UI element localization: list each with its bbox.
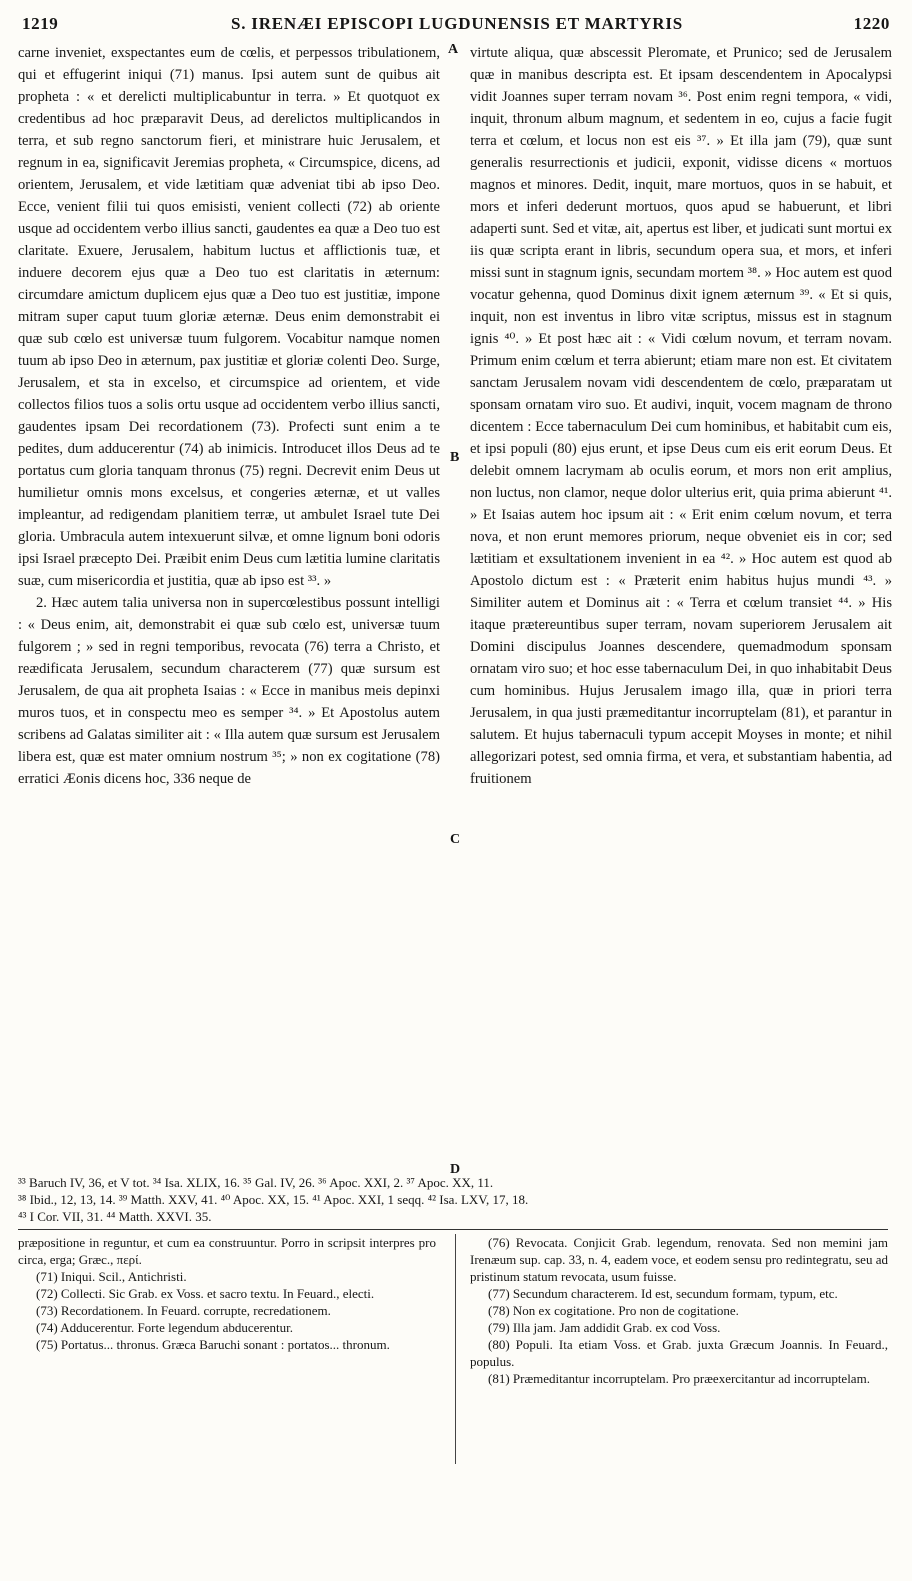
running-title: S. IRENÆI EPISCOPI LUGDUNENSIS ET MARTYRIS: [230, 14, 684, 33]
notes-right-column: [470, 1234, 888, 1387]
notes-column-rule: [455, 1234, 456, 1464]
footnote-line-2: ³⁸ Ibid., 12, 13, 14. ³⁹ Matth. XXV, 41. ⁴⁰ Apoc. XX, 15. ⁴¹ Apoc. XXI, 1 seqq. ⁴² Isa. LXV, 17, 18.: [18, 1192, 529, 1207]
note-80: (80) Populi. Ita etiam Voss. et Grab. juxta Græcum Joannis. In Feuard., populus.: [470, 1337, 888, 1369]
left-column: [18, 42, 440, 790]
right-paragraph-1: virtute aliqua, quæ abscessit Pleromate, et Prunico; sed de Jerusalem quæ in manibus descripta est. Et ipsam descendentem in Apocalypsi vidit Joannes super terram novam ³⁶. Post enim regni tempora, « vidi, inquit, thronum album magnum, et sedentem in eo, cujus a facie fugit terra et cœlum, et locus non est eis ³⁷. » Et illa jam (79), quæ sunt generalis resurrectionis et judicii, exponit, vidisse dicens « mortuos magnos et minores. Dedit, inquit, mare mortuos, quos in se habuit, et mors et inferi dederunt mortuos, quos apud se habuerunt, et libri adaperti sunt. Sed et vitæ, ait, apertus est liber, et judicati sunt mortui ex iis quæ scripta erant in libris, secundum opera sua, et mors, et inferi missi sunt in stagnum ignis, secundam mortem ³⁸. » Hoc autem est quod vocatur gehenna, quod Dominus dixit ignem æternum ³⁹. « Et si quis, inquit, non est inventus in libro vitæ scriptus, missus est in stagnum ignis ⁴⁰. » Et post hæc ait : « Vidi cœlum novum, et terram novam. Primum enim cœlum et terra abierunt; etiam mare non est. Et civitatem sanctam Jerusalem novam vidi descendentem de cœlo, præparatam ut sponsam ornatam viro suo. Et audivi, inquit, vocem magnam de throno dicentem : Ecce tabernaculum Dei cum hominibus, et habitabit cum eis, et ipsi populi (80) ejus erunt, et ipse Deus cum eis erit eorum Deus. Et delebit omnem lacrymam ab oculis eorum, et mors non erit amplius, non luctus, non clamor, neque dolor ulterius erit, quia prima abierunt ⁴¹. » Et Isaias autem hoc ipsum ait : « Erit enim cœlum novum, et terra nova, et non erunt memores priorum, neque obveniet eis in cor; sed lætitiam et exsultationem invenient in ea ⁴². » Hoc autem est quod ab Apostolo dictum est : « Præterit enim habitus hujus mundi ⁴³. » Similiter autem et Dominus ait : « Terra et cœlum transiet ⁴⁴. » His itaque prætereuntibus super terram, novam superiorem Jerusalem ait Domini discipulus Joannes descendere, quemadmodum sponsam ornatam viro suo; et hoc esse tabernaculum Dei, in quo inhabitabit Deus cum hominibus. Hujus Jerusalem imago illa, quæ in priori terra Jerusalem, in qua justi præmeditantur incorruptelam (81), et parantur in salutem. Et hujus tabernaculi typum accepit Moyses in monte; et nihil allegorizari potest, sed omnia firma, et vera, et substantiam habentia, ad fruitionem: [470, 45, 892, 787]
note-77: (77) Secundum characterem. Id est, secundum formam, typum, etc.: [488, 1286, 838, 1301]
page-number-left: 1219: [22, 14, 59, 33]
note-75: (75) Portatus... thronus. Græca Baruchi sonant : portatos... thronum.: [36, 1337, 390, 1352]
section-letter-a: A: [448, 42, 459, 57]
section-letter-b: B: [450, 450, 460, 465]
page: [18, 8, 896, 1573]
note-79: (79) Illa jam. Jam addidit Grab. ex cod Voss.: [488, 1320, 721, 1335]
editorial-notes: [18, 1234, 896, 1464]
running-header: [18, 8, 896, 42]
note-76: (76) Revocata. Conjicit Grab. legendum, renovata. Sed non memini jam Irenæum sup. cap. 33, n. 4, eadem voce, et eodem sensu pro redintegratu, seu ad pristinum statum revocata, usum fuisse.: [470, 1235, 888, 1284]
section-letter-c: C: [450, 832, 461, 847]
right-column: [470, 42, 892, 790]
notes-divider: [18, 1229, 888, 1230]
footnote-line-3: ⁴³ I Cor. VII, 31. ⁴⁴ Matth. XXVI. 35.: [18, 1209, 212, 1224]
left-paragraph-2: 2. Hæc autem talia universa non in supercœlestibus possunt intelligi : « Deus enim, ait, demonstrabit ei quæ sub cœlo est, universæ tuum fulgorem ; » sed in regni temporibus, revocata (76) terra a Christo, et reædificata Jerusalem, secundum characterem (77) quæ sursum est Jerusalem, de qua ait propheta Isaias : « Ecce in manibus meis depinxi muros tuos, et in conspectu meo es semper ³⁴. » Et Apostolus autem scribens ad Galatas similiter ait : « Illa autem quæ sursum est Jerusalem libera est, quæ est mater omnium nostrum ³⁵; » non ex cogitatione (78) erratici Æonis dicens hoc, 336 neque de: [18, 595, 440, 787]
page-number-right: 1220: [853, 14, 890, 33]
note-73: (73) Recordationem. In Feuard. corrupte, recredationem.: [36, 1303, 331, 1318]
scripture-footnotes: [18, 1174, 888, 1225]
notes-left-column: [18, 1234, 436, 1353]
section-letter-d: D: [450, 1162, 461, 1177]
main-text: [18, 42, 896, 1177]
note-71: (71) Iniqui. Scil., Antichristi.: [36, 1269, 187, 1284]
left-paragraph-1: carne inveniet, exspectantes eum de cœlis, et perpessos tribulationem, qui et effugerint iniqui (71) manus. Ipsi autem sunt de quibus ait propheta : « et derelicti multiplicabuntur in terra. » Et quotquot ex credentibus ad hoc præparavit Deus, ad derelictos multiplicandos in terra, et sub regno sanctorum fieri, et ministrare huic Jerusalem, et regnum in ea, significavit Jeremias propheta, « Circumspice, dicens, ad orientem, Jerusalem, et vide lætitiam quæ adveniat tibi ab ipso Deo. Ecce, venient filii tui quos emisisti, venient collecti (72) ab oriente usque ad occidentem verbo illius sancti, gaudentes ea quæ a Deo tuo est claritate. Exuere, Jerusalem, habitum luctus et afflictionis tuæ, et induere decorem ejus quæ a Deo tuo est claritatis in æternum: circumdare amictum duplicem ejus quæ a Deo tuo est justitiæ, impone mitram super caput tuum gloriæ æternæ. Deus enim demonstrabit ei quæ sub cœlo est universæ tuum fulgorem. Vocabitur namque nomen tuum ab ipso Deo in æternum, pax justitiæ et gloriæ colenti Deo. Surge, Jerusalem, et sta in excelso, et circumspice ad orientem, et vide collectos filios tuos a solis ortu usque ad occidentem verbo illius sancti, gaudentes ipsam Dei recordationem (73). Profecti sunt enim a te pedites, dum adducerentur (74) ab inimicis. Introducet illos Deus ad te portatus cum gloria tanquam thronus (75) regni. Decrevit enim Deus ut humilietur omnis mons excelsus, et congeries æternæ, et ut valles impleantur, ad redigendam planitiem terræ, ut ambulet Israel tute Dei gloria. Umbracula autem intexuerunt silvæ, et omne lignum boni odoris ipsi Israel præcepto Dei. Præibit enim Deus cum lætitia lumine claritatis suæ, cum misericordia et justitia, quæ ab ipso est ³³. »: [18, 45, 440, 589]
note-81: (81) Præmeditantur incorruptelam. Pro præexercitantur ad incorruptelam.: [488, 1371, 870, 1386]
note-78: (78) Non ex cogitatione. Pro non de cogitatione.: [488, 1303, 739, 1318]
note-72: (72) Collecti. Sic Grab. ex Voss. et sacro textu. In Feuard., electi.: [36, 1286, 375, 1301]
note-74: (74) Adducerentur. Forte legendum abducerentur.: [36, 1320, 294, 1335]
note-continuation: præpositione in reguntur, et cum ea construuntur. Porro in scripsit interpres pro circa, erga; Græc., περί.: [18, 1235, 436, 1267]
footnote-line-1: ³³ Baruch IV, 36, et V tot. ³⁴ Isa. XLIX, 16. ³⁵ Gal. IV, 26. ³⁶ Apoc. XXI, 2. ³⁷ Apoc. XX, 11.: [18, 1175, 494, 1190]
